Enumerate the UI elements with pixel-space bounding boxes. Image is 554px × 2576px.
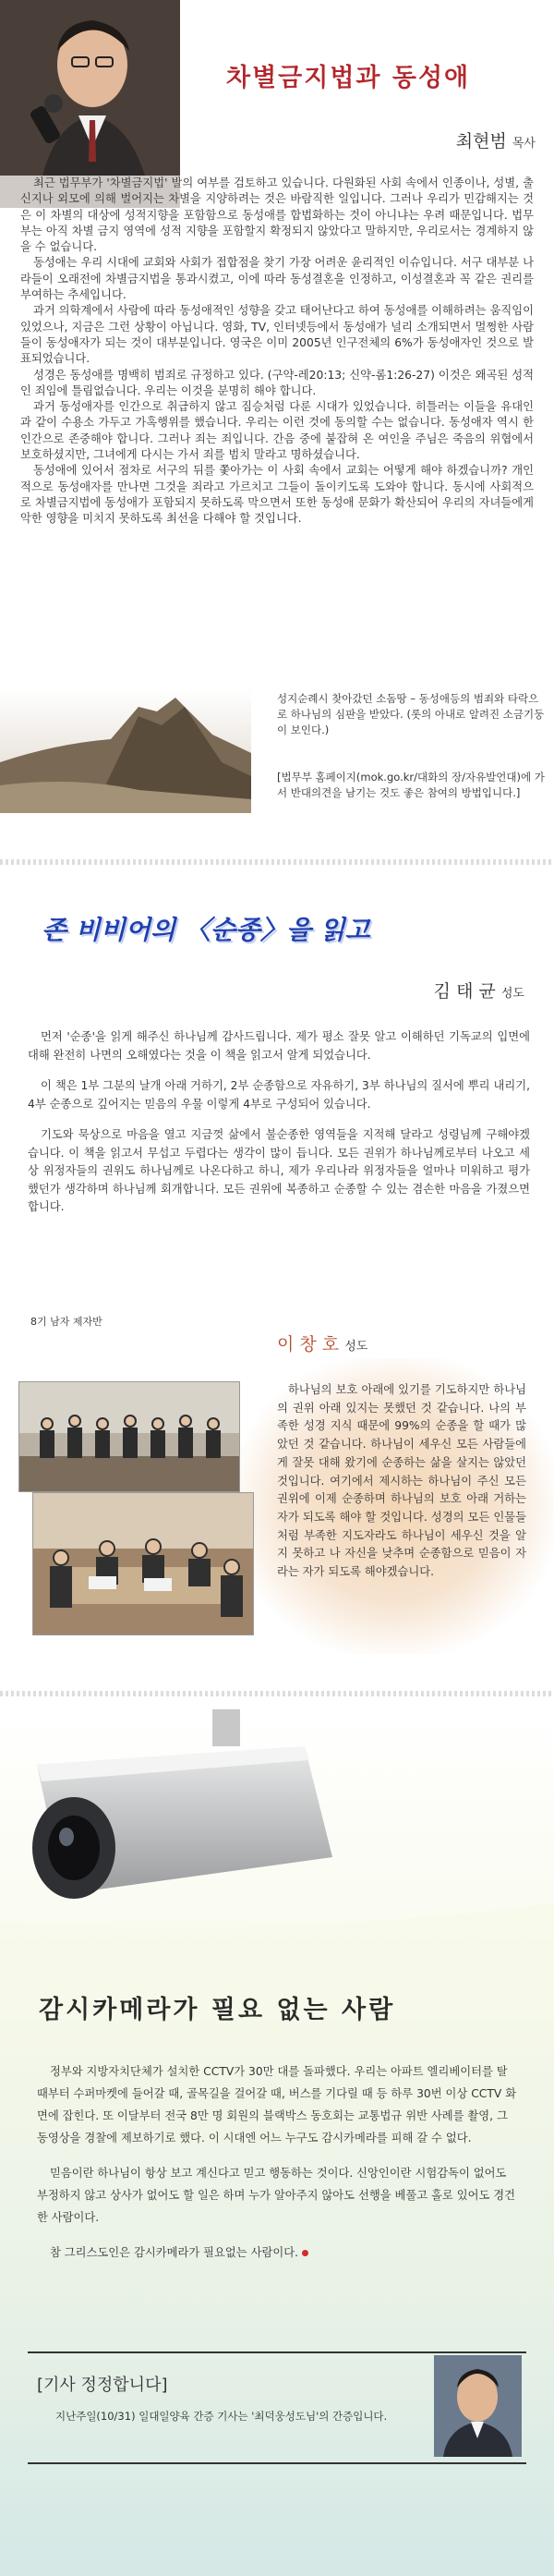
article-section-1: [0, 0, 554, 859]
group-photo: [18, 1381, 240, 1492]
correction-notice: [28, 2351, 526, 2462]
article-title: 차별금지법과 동성애: [226, 64, 471, 92]
author-byline: [277, 1331, 367, 1355]
author-role: 성도: [500, 987, 524, 1001]
article-body: [28, 1028, 530, 1230]
cctv-camera-image: [0, 1709, 554, 2019]
article-body: [20, 176, 534, 528]
correction-title: [기사 정정합니다]: [37, 2376, 168, 2395]
article-body: [277, 1381, 526, 1582]
article-title: 존 비비어의 〈순종〉을 읽고: [42, 915, 370, 945]
paragraph: 먼저 '순종'을 읽게 해주신 하나님께 감사드립니다. 제가 평소 잘못 알고 이해하던 기독교의 입면에 대해 완전히 나면의 오해였다는 것을 이 책을 읽고서 알게 되었습니다.: [28, 1030, 530, 1062]
article-body: [37, 2060, 517, 2277]
author-name: 이 창 호: [277, 1334, 340, 1355]
author-name: 최현범: [455, 131, 507, 152]
article-section-4: [0, 1709, 554, 2576]
person-photo: [434, 2355, 522, 2457]
paragraph: 동성애에 있어서 점차로 서구의 뒤를 쫓아가는 이 사회 속에서 교회는 어떻게 해야 하겠습니까? 개인적으로 동성애자를 만나면 그것을 죄라고 가르치고 그들이 돌이키도록 도와야 합니다. 동시에 사회적으로 차별금지법에 동성애가 포함되지 못하도록 막으면서 또한 동성애 문화가 확산되어 우리의 자녀들에게 악한 영향을 미치지 못하도록 최선을 다해야 할 것입니다.: [20, 464, 534, 526]
author-byline: [434, 978, 524, 1002]
paragraph: 이 책은 1부 그분의 날개 아래 거하기, 2부 순종함으로 자유하기, 3부 하나님의 질서에 뿌리 내리기, 4부 순종으로 깊어지는 믿음의 우물 이렇게 4부로 구성되어 있습니다.: [28, 1079, 530, 1111]
paragraph: 동성애는 우리 시대에 교회와 사회가 접합점을 찾기 가장 어려운 윤리적인 이슈입니다. 서구 대부분 나라들이 오래전에 차별금지법을 통과시켰고, 이에 따라 동성결혼을 인정하고, 이성결혼과 꼭 같은 권리를 부여하는 추세입니다.: [20, 256, 534, 302]
section-divider: [0, 1691, 554, 1696]
correction-text: 지난주일(10/31) 일대일양육 간증 기사는 '최덕웅성도님'의 간증입니다.: [55, 2410, 388, 2423]
author-role: 목사: [512, 137, 536, 151]
section-bottom-rule: [28, 2462, 526, 2464]
paragraph: 정부와 지방자치단체가 설치한 CCTV가 30만 대를 돌파했다. 우리는 아파트 엘리베이터를 탈 때부터 수퍼마켓에 들어갈 때, 골목길을 걸어갈 때, 버스를 기다릴 때 등 하루 30번 이상 CCTV 화면에 잡힌다. 또 이달부터 전국 8만 명 회원의 블랙박스 동호회는 교통법규 위반 사례를 촬영, 그 동영상을 경찰에 제보하기로 했다. 이 시대엔 어느 누구도 감시카메라를 피해 갈 수 없다.: [37, 2065, 517, 2145]
class-tag: 8기 남자 제자반: [30, 1316, 102, 1328]
author-name: 김 태 균: [433, 981, 496, 1002]
paragraph: 과거 동성애자를 인간으로 취급하지 않고 짐승처럼 다룬 시대가 있었습니다. 히틀러는 이들을 유대인과 같이 수용소 가두고 가혹행위를 했습니다. 우리는 이런 것에 동의할 수는 없습니다. 동성애자 역시 한 인간으로 존중해야 합니다. 그러나 죄는 죄입니다. 간음 중에 붙잡혀 온 여인을 주님은 죽음의 위협에서 보호하셨지만, 그녀에게 다시는 가서 죄를 범치 말라고 명하셨습니다.: [20, 400, 534, 462]
paragraph: 성경은 동성애를 명백히 범죄로 규정하고 있다. (구약-레20:13; 신약-롬1:26-27) 이것은 왜곡된 성적인 죄임에 틀림없습니다. 우리는 이것을 분명히 해야 합니다.: [20, 368, 534, 397]
photo-caption: 성지순례시 찾아갔던 소돔땅 – 동성애등의 범죄와 타락으로 하나님의 심판을 받았다. (롯의 아내로 알려진 소금기둥이 보인다.): [277, 692, 545, 736]
participation-note: [법무부 홈페이지(mok.go.kr/대화의 장/자유발언대)에 가서 반대의견을 남기는 것도 좋은 참여의 방법입니다.]: [277, 771, 545, 799]
article-title: 감시카메라가 필요 없는 사람: [39, 1996, 396, 2024]
meeting-photo: [32, 1492, 254, 1635]
paragraph: 하나님의 보호 아래에 있기를 기도하지만 하나님의 권위 아래 있지는 못했던 것 같습니다. 나의 부족한 성경 지식 때문에 99%의 순종을 할 때가 많았던 것 같습니다. 하나님이 세우신 모든 사람들에게 잘못 대해 왔기에 순종하는 삶을 살지는 않았던 것입니다. 여기에서 제시하는 하나님이 주신 모든 권위에 이제 순종하며 하나님의 보호 아래 거하는 자가 되도록 해야 할 것입니다. 성경의 모든 인물들처럼 부족한 지도자라도 하나님이 세우신 것을 알지 못하고 나 자신을 낮추며 순종함으로 믿음이 자라는 자가 되도록 해야겠습니다.: [277, 1383, 526, 1579]
paragraph: 최근 법무부가 '차별금지법' 발의 여부를 검토하고 있습니다. 다원화된 사회 속에서 인종이나, 성별, 출신지나 외모에 의해 벌어지는 차별을 지양하려는 것은 바람직한 일입니다. 그러나 우리가 민감해지는 것은 이 차별의 대상에 성적지향을 포함함으로 동성애를 합법화하는 것이 아니냐는 우려 때문입니다. 법무부는 아직 차별 금지 영역에 성적 지향을 포함할지 확정되지 않았다고 말하지만, 우리로서는 경계하지 않을 수 없습니다.: [20, 176, 534, 254]
section-divider: [0, 859, 554, 865]
author-role: 성도: [344, 1340, 368, 1354]
closing-sentence: 참 그리스도인은 감시카메라가 필요없는 사람이다.: [50, 2246, 298, 2259]
red-dot-icon: [302, 2250, 308, 2256]
paragraph: [37, 2242, 517, 2264]
paragraph: 과거 의학계에서 사람에 따라 동성애적인 성향을 갖고 태어난다고 하여 동성애를 이해하려는 움직임이 있었으나, 지금은 그런 상황이 아닙니다. 영화, TV, 인터넷등에서 동성애가 널리 소개되면서 멀쩡한 사람들이 동성애자가 되는 것이 대부분입니다. 영국은 이미 2005년 인구전체의 6%가 동성애자인 것으로 발표되었습니다.: [20, 304, 534, 366]
author-byline: [456, 128, 536, 152]
paragraph: 믿음이란 하나님이 항상 보고 계신다고 믿고 행동하는 것이다. 신앙인이란 시험감독이 없어도 부정하지 않고 상사가 없어도 할 일은 하며 누가 알아주지 않아도 선행을 베풀고 홀로 있어도 경건한 사람이다.: [37, 2167, 515, 2224]
article-section-3: [0, 1303, 554, 1672]
paragraph: 기도와 묵상으로 마음을 열고 지금껏 삶에서 불순종한 영역들을 지적해 달라고 성령님께 구해야겠습니다. 이 책을 읽고서 무섭고 두렵다는 생각이 많이 듭니다. 모든 권위가 하나님께로부터 나오고 세상 위정자들의 권위도 하나님께로 나온다하고 하니, 제가 우리나라 위정자들을 얼마나 미워하고 평가했던가 생각하며 하나님께 회개합니다. 모든 권위에 복종하고 순종할 수 있는 겸손한 마음을 가졌으면 합니다.: [28, 1128, 530, 1213]
sodom-landscape-photo: [0, 688, 251, 813]
